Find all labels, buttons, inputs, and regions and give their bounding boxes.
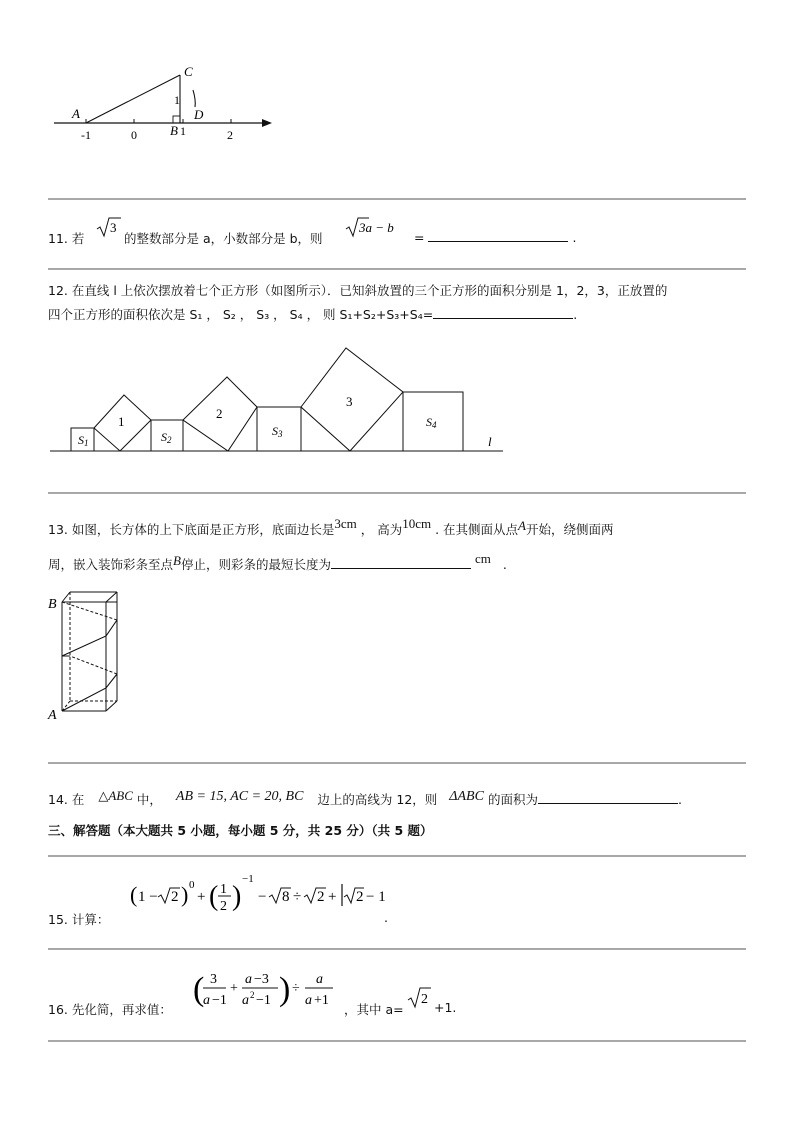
q15-end: . [384, 910, 388, 925]
sqrt3-formula [96, 216, 122, 238]
section-heading: 三、解答题（本大题共 5 小题，每小题 5 分，共 25 分）（共 5 题） [48, 823, 433, 838]
svg-text:2: 2 [220, 899, 227, 914]
svg-text:8: 8 [282, 889, 290, 905]
label-c: C [184, 64, 193, 79]
answer-blank[interactable] [428, 229, 568, 242]
label-a: A [48, 708, 57, 722]
divider [48, 268, 746, 270]
cuboid-figure [46, 590, 126, 722]
tick-label: 2 [227, 128, 233, 142]
label-s3: S3 [272, 424, 283, 439]
svg-text:+: + [230, 981, 238, 996]
svg-text:÷: ÷ [292, 981, 300, 996]
label-s2: S2 [161, 430, 172, 445]
q12-line2: 四个正方形的面积依次是 S₁ ， S₂ ， S₃ ， S₄ ， 则 S₁+S₂+S₃+S₄= . [48, 307, 578, 322]
divider [48, 492, 746, 494]
label-one: 1 [174, 93, 180, 107]
answer-blank[interactable] [538, 791, 678, 804]
svg-text:2: 2 [421, 992, 428, 1007]
svg-text:+: + [197, 889, 206, 905]
q16-value: ，其中 a= [344, 1002, 404, 1017]
svg-text:(: ( [209, 881, 219, 912]
svg-text:): ) [279, 971, 291, 1008]
svg-text:1 −: 1 − [138, 889, 158, 905]
svg-text:2: 2 [250, 990, 255, 1000]
label-a: A [72, 106, 80, 121]
q11-text: 的整数部分是 a，小数部分是 b，则 [124, 231, 323, 246]
svg-text:+: + [328, 889, 337, 905]
label-2: 2 [216, 406, 223, 421]
answer-blank[interactable] [331, 556, 471, 569]
svg-text:a: a [242, 993, 249, 1008]
segment-ac [86, 75, 180, 123]
q13-line1: 13. 如图，长方体的上下底面是正方形，底面边长是3cm ， 高为10cm . 在其侧面从点A开始，绕侧面两 [48, 516, 614, 537]
svg-text:): ) [181, 882, 189, 907]
label-1: 1 [118, 414, 125, 429]
label-l: l [488, 434, 492, 449]
number-line-figure [50, 62, 280, 146]
svg-text:): ) [232, 881, 242, 912]
divider [48, 1040, 746, 1042]
arc-cd [193, 90, 195, 107]
right-angle-mark [173, 116, 180, 123]
label-3: 3 [346, 394, 353, 409]
svg-text:3: 3 [210, 972, 217, 987]
answer-blank[interactable] [433, 306, 573, 319]
svg-text:3a − b: 3a − b [359, 220, 394, 235]
svg-text:− 1: − 1 [366, 889, 386, 905]
q16-label: 16. 先化简，再求值： [48, 1002, 172, 1017]
svg-text:0: 0 [189, 879, 195, 891]
divider [48, 948, 746, 950]
svg-text:−1: −1 [212, 993, 227, 1008]
svg-text:1: 1 [220, 882, 227, 897]
q15-label: 15. 计算： [48, 912, 110, 927]
svg-text:(: ( [130, 882, 138, 907]
svg-text:a: a [203, 993, 210, 1008]
q13-line2: 周，嵌入装饰彩条至点B停止，则彩条的最短长度为 cm . [48, 551, 507, 572]
svg-text:a: a [245, 972, 252, 987]
svg-text:−1: −1 [256, 993, 271, 1008]
svg-text:a: a [305, 993, 312, 1008]
tick-label: 0 [131, 128, 137, 142]
svg-text:+1: +1 [314, 993, 329, 1008]
svg-text:−: − [258, 889, 267, 905]
sqrt2-formula [407, 985, 433, 1009]
svg-text:−1: −1 [242, 873, 254, 885]
tick-label: -1 [81, 128, 91, 142]
q16-end: +1. [434, 1000, 457, 1015]
squares-figure [48, 340, 508, 458]
svg-text:(: ( [193, 971, 205, 1008]
label-s1: S1 [78, 433, 89, 448]
divider [48, 762, 746, 764]
axis-arrow-icon [262, 119, 272, 127]
q16-formula [193, 962, 343, 1018]
svg-text:a: a [316, 972, 323, 987]
svg-text:3: 3 [110, 220, 117, 235]
divider [48, 855, 746, 857]
q11-number: 11. 若 [48, 231, 85, 246]
question-11 [48, 229, 84, 247]
q11-answer: = . [414, 230, 577, 245]
label-b: B [48, 597, 57, 612]
svg-text:2: 2 [171, 889, 179, 905]
label-b: B [170, 123, 178, 138]
svg-text:2: 2 [356, 889, 364, 905]
svg-text:−3: −3 [254, 972, 269, 987]
q12-line1: 12. 在直线 l 上依次摆放着七个正方形（如图所示）．已知斜放置的三个正方形的面积分别是 1，2，3，正放置的 [48, 283, 668, 298]
divider [48, 198, 746, 200]
label-s4: S4 [426, 415, 437, 430]
question-14: 14. 在 △ABC 中， AB = 15, AC = 20, BC 边上的高线为 12，则 ΔABC 的面积为 . [48, 788, 682, 807]
sqrt3a-minus-b-formula [345, 216, 407, 238]
label-d: D [194, 107, 204, 122]
svg-text:÷: ÷ [293, 889, 302, 905]
tick-label: 1 [180, 124, 186, 138]
svg-text:2: 2 [317, 889, 325, 905]
q15-formula [128, 872, 368, 920]
